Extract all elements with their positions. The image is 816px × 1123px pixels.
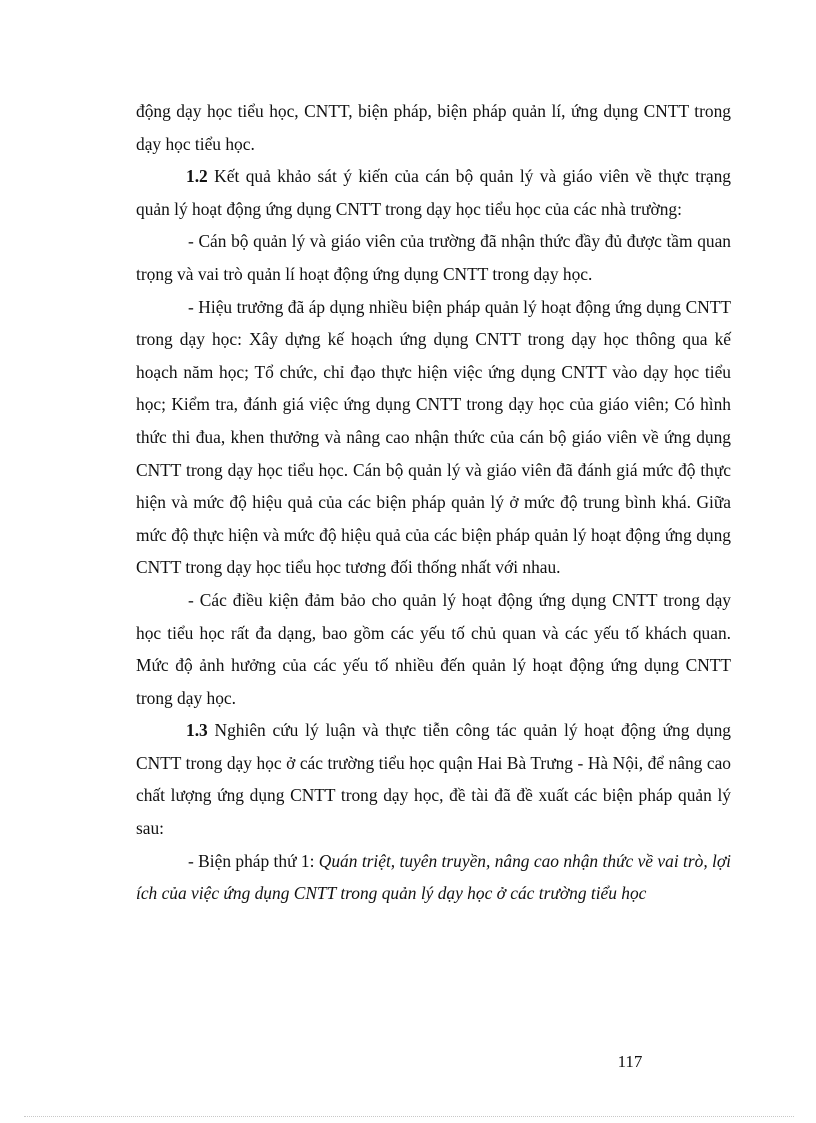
section-text: Nghiên cứu lý luận và thực tiễn công tác quản lý hoạt động ứng dụng CNTT trong dạy học ở các trường tiểu học quận Hai Bà Trưng - Hà Nội, để nâng cao chất lượng ứng dụng CNTT trong dạy học, đề tài đã đề xuất các biện pháp quản lý sau: (136, 720, 731, 839)
body-text (136, 95, 731, 910)
bullet-text: - Cán bộ quản lý và giáo viên của trường đã nhận thức đầy đủ được tầm quan trọng và vai trò quản lí hoạt động ứng dụng CNTT trong dạy học. (136, 231, 731, 284)
section-number: 1.3 (186, 720, 208, 741)
paragraph-section-1-3 (136, 714, 731, 844)
paragraph-continuation-text: động dạy học tiểu học, CNTT, biện pháp, biện pháp quản lí, ứng dụng CNTT trong dạy học tiểu học. (136, 101, 731, 154)
bullet-text: - Hiệu trưởng đã áp dụng nhiều biện pháp quản lý hoạt động ứng dụng CNTT trong dạy học: Xây dựng kế hoạch ứng dụng CNTT trong dạy học thông qua kế hoạch năm học; Tổ chức, chỉ đạo thực hiện việc ứng dụng CNTT vào dạy học tiểu học; Kiểm tra, đánh giá việc ứng dụng CNTT trong dạy học của giáo viên; Có hình thức thi đua, khen thưởng và nâng cao nhận thức của cán bộ giáo viên về ứng dụng CNTT trong dạy học tiểu học. Cán bộ quản lý và giáo viên đã đánh giá mức độ thực hiện và mức độ hiệu quả của các biện pháp quản lý ở mức độ trung bình khá. Giữa mức độ thực hiện và mức độ hiệu quả của các biện pháp quản lý hoạt động ứng dụng CNTT trong dạy học tiểu học tương đối thống nhất với nhau. (136, 296, 731, 578)
bullet-awareness (136, 225, 731, 290)
footer-divider (24, 1116, 794, 1117)
section-number: 1.2 (186, 166, 208, 187)
bullet-measure-1 (136, 845, 731, 910)
bullet-text: - Các điều kiện đảm bảo cho quản lý hoạt động ứng dụng CNTT trong dạy học tiểu học rất đa dạng, bao gồm các yếu tố chủ quan và các yếu tố khách quan. Mức độ ảnh hưởng của các yếu tố nhiều đến quản lý hoạt động ứng dụng CNTT trong dạy học. (136, 589, 731, 708)
bullet-conditions (136, 584, 731, 714)
paragraph-section-1-2 (136, 160, 731, 225)
bullet-measures (136, 291, 731, 584)
page-number: 117 (617, 1052, 643, 1071)
section-text: Kết quả khảo sát ý kiến của cán bộ quản lý và giáo viên về thực trạng quản lý hoạt động ứng dụng CNTT trong dạy học tiểu học của các nhà trường: (136, 166, 731, 219)
bullet-lead: - Biện pháp thứ 1: (188, 850, 319, 871)
measure-title: Quán triệt, tuyên truyền, nâng cao nhận thức về vai trò, lợi ích của việc ứng dụng CNTT trong quản lý dạy học ở các trường tiểu học (136, 850, 731, 904)
paragraph-continuation (136, 95, 731, 160)
